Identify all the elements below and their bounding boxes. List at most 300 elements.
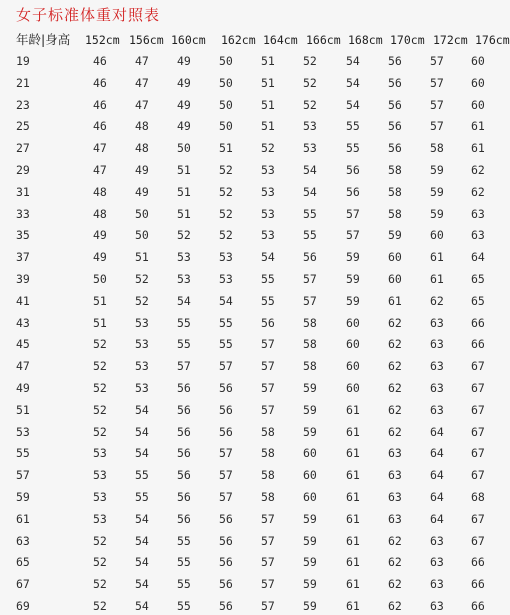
weight-cell: 55 xyxy=(303,206,317,221)
weight-cell: 56 xyxy=(261,315,275,330)
weight-cell: 59 xyxy=(303,511,317,526)
table-row xyxy=(0,52,505,70)
weight-cell: 58 xyxy=(303,359,317,374)
weight-cell: 63 xyxy=(430,381,444,395)
weight-cell: 59 xyxy=(303,599,317,613)
weight-cell: 53 xyxy=(219,272,233,286)
weight-cell: 62 xyxy=(388,599,402,613)
weight-cell: 58 xyxy=(388,184,402,199)
weight-cell: 58 xyxy=(261,468,275,483)
weight-cell: 62 xyxy=(388,359,402,374)
weight-cell: 57 xyxy=(261,555,275,570)
weight-cell: 47 xyxy=(93,141,107,156)
weight-cell: 52 xyxy=(135,293,149,308)
weight-cell: 55 xyxy=(346,141,360,156)
weight-cell: 53 xyxy=(177,272,191,286)
weight-cell: 66 xyxy=(471,577,485,592)
weight-cell: 60 xyxy=(388,250,402,265)
weight-cell: 51 xyxy=(261,75,275,90)
age-cell: 69 xyxy=(16,599,30,613)
weight-cell: 62 xyxy=(471,163,485,177)
weight-cell: 57 xyxy=(303,272,317,286)
weight-cell: 52 xyxy=(93,381,107,395)
weight-cell: 55 xyxy=(177,599,191,613)
age-cell: 51 xyxy=(16,402,30,417)
age-cell: 43 xyxy=(16,315,30,330)
weight-cell: 56 xyxy=(219,577,233,592)
weight-cell: 48 xyxy=(135,119,149,134)
weight-cell: 65 xyxy=(471,293,485,308)
weight-cell: 60 xyxy=(471,54,485,68)
weight-cell: 55 xyxy=(303,228,317,243)
weight-cell: 52 xyxy=(303,97,317,112)
weight-cell: 60 xyxy=(303,468,317,483)
weight-cell: 57 xyxy=(261,511,275,526)
weight-cell: 58 xyxy=(388,163,402,177)
weight-cell: 63 xyxy=(388,511,402,526)
weight-cell: 57 xyxy=(261,402,275,417)
weight-cell: 60 xyxy=(346,381,360,395)
weight-cell: 56 xyxy=(177,424,191,439)
table-row xyxy=(0,314,505,332)
age-cell: 19 xyxy=(16,54,30,68)
weight-cell: 63 xyxy=(388,490,402,504)
table-row xyxy=(0,226,505,244)
weight-cell: 48 xyxy=(93,206,107,221)
weight-cell: 54 xyxy=(303,184,317,199)
weight-cell: 51 xyxy=(261,119,275,134)
weight-cell: 59 xyxy=(303,381,317,395)
weight-cell: 63 xyxy=(430,533,444,548)
weight-cell: 60 xyxy=(346,359,360,374)
weight-cell: 53 xyxy=(93,468,107,483)
weight-cell: 58 xyxy=(303,337,317,352)
weight-cell: 60 xyxy=(471,97,485,112)
weight-cell: 60 xyxy=(346,315,360,330)
weight-cell: 58 xyxy=(388,206,402,221)
weight-cell: 64 xyxy=(430,424,444,439)
weight-cell: 60 xyxy=(303,490,317,504)
column-header: 172cm xyxy=(433,33,468,47)
weight-cell: 51 xyxy=(177,206,191,221)
weight-cell: 49 xyxy=(135,163,149,177)
weight-cell: 63 xyxy=(388,468,402,483)
weight-cell: 63 xyxy=(430,555,444,570)
weight-cell: 50 xyxy=(219,119,233,134)
weight-cell: 56 xyxy=(219,533,233,548)
weight-cell: 51 xyxy=(177,184,191,199)
weight-cell: 53 xyxy=(261,206,275,221)
weight-cell: 61 xyxy=(388,293,402,308)
weight-cell: 61 xyxy=(346,555,360,570)
weight-cell: 50 xyxy=(135,228,149,243)
weight-cell: 49 xyxy=(135,184,149,199)
weight-cell: 56 xyxy=(177,402,191,417)
weight-cell: 56 xyxy=(177,381,191,395)
weight-cell: 53 xyxy=(93,446,107,461)
weight-cell: 56 xyxy=(388,97,402,112)
table-row xyxy=(0,270,505,288)
age-cell: 21 xyxy=(16,75,30,90)
weight-cell: 54 xyxy=(346,75,360,90)
column-header: 152cm xyxy=(85,33,120,47)
weight-cell: 61 xyxy=(346,468,360,483)
weight-cell: 67 xyxy=(471,402,485,417)
weight-cell: 51 xyxy=(261,54,275,68)
weight-cell: 63 xyxy=(430,599,444,613)
weight-cell: 54 xyxy=(135,424,149,439)
weight-cell: 50 xyxy=(219,75,233,90)
weight-cell: 52 xyxy=(303,75,317,90)
weight-cell: 67 xyxy=(471,533,485,548)
weight-cell: 56 xyxy=(219,381,233,395)
weight-cell: 53 xyxy=(303,119,317,134)
weight-cell: 53 xyxy=(135,337,149,352)
weight-cell: 49 xyxy=(177,97,191,112)
weight-cell: 67 xyxy=(471,424,485,439)
table-row xyxy=(0,466,505,484)
weight-cell: 56 xyxy=(388,119,402,134)
weight-cell: 64 xyxy=(430,446,444,461)
weight-cell: 54 xyxy=(135,446,149,461)
table-row xyxy=(0,597,505,615)
weight-cell: 56 xyxy=(346,163,360,177)
weight-cell: 52 xyxy=(93,424,107,439)
weight-cell: 56 xyxy=(177,468,191,483)
weight-cell: 56 xyxy=(388,54,402,68)
table-row xyxy=(0,488,505,506)
weight-cell: 64 xyxy=(430,468,444,483)
weight-cell: 55 xyxy=(261,272,275,286)
weight-cell: 64 xyxy=(430,490,444,504)
weight-cell: 61 xyxy=(346,490,360,504)
column-header: 162cm xyxy=(221,33,256,47)
table-row xyxy=(0,117,505,135)
weight-cell: 54 xyxy=(135,533,149,548)
age-cell: 35 xyxy=(16,228,30,243)
weight-cell: 49 xyxy=(93,250,107,265)
weight-cell: 56 xyxy=(219,555,233,570)
weight-cell: 55 xyxy=(177,533,191,548)
column-header: 164cm xyxy=(263,33,298,47)
weight-cell: 57 xyxy=(303,293,317,308)
table-row xyxy=(0,139,505,157)
weight-cell: 53 xyxy=(135,359,149,374)
weight-cell: 49 xyxy=(177,75,191,90)
weight-cell: 59 xyxy=(346,293,360,308)
weight-cell: 67 xyxy=(471,446,485,461)
weight-cell: 54 xyxy=(135,577,149,592)
weight-cell: 54 xyxy=(135,511,149,526)
weight-cell: 54 xyxy=(177,293,191,308)
column-header: 156cm xyxy=(129,33,164,47)
weight-cell: 54 xyxy=(135,555,149,570)
weight-cell: 55 xyxy=(261,293,275,308)
weight-cell: 52 xyxy=(303,54,317,68)
weight-cell: 61 xyxy=(346,599,360,613)
weight-cell: 62 xyxy=(388,533,402,548)
age-cell: 59 xyxy=(16,490,30,504)
weight-cell: 47 xyxy=(93,163,107,177)
weight-cell: 57 xyxy=(430,119,444,134)
weight-cell: 55 xyxy=(177,315,191,330)
weight-cell: 58 xyxy=(261,424,275,439)
weight-cell: 53 xyxy=(261,163,275,177)
weight-cell: 58 xyxy=(430,141,444,156)
weight-cell: 62 xyxy=(388,577,402,592)
weight-cell: 56 xyxy=(177,490,191,504)
column-header: 176cm xyxy=(475,33,510,47)
weight-cell: 63 xyxy=(430,337,444,352)
weight-cell: 68 xyxy=(471,490,485,504)
weight-cell: 51 xyxy=(135,250,149,265)
weight-cell: 52 xyxy=(177,228,191,243)
age-cell: 57 xyxy=(16,468,30,483)
weight-cell: 51 xyxy=(93,315,107,330)
weight-cell: 50 xyxy=(177,141,191,156)
weight-cell: 63 xyxy=(471,206,485,221)
age-cell: 45 xyxy=(16,337,30,352)
weight-cell: 59 xyxy=(430,206,444,221)
weight-cell: 57 xyxy=(261,599,275,613)
weight-cell: 54 xyxy=(219,293,233,308)
weight-cell: 67 xyxy=(471,381,485,395)
weight-cell: 63 xyxy=(430,359,444,374)
weight-cell: 50 xyxy=(219,54,233,68)
column-header: 168cm xyxy=(348,33,383,47)
weight-cell: 57 xyxy=(346,206,360,221)
weight-cell: 62 xyxy=(471,184,485,199)
weight-cell: 64 xyxy=(430,511,444,526)
weight-cell: 57 xyxy=(219,446,233,461)
weight-cell: 66 xyxy=(471,555,485,570)
weight-cell: 51 xyxy=(93,293,107,308)
weight-cell: 53 xyxy=(261,228,275,243)
weight-cell: 59 xyxy=(303,533,317,548)
weight-cell: 50 xyxy=(135,206,149,221)
weight-cell: 46 xyxy=(93,75,107,90)
weight-cell: 46 xyxy=(93,54,107,68)
weight-cell: 58 xyxy=(261,490,275,504)
weight-cell: 52 xyxy=(93,337,107,352)
weight-cell: 60 xyxy=(471,75,485,90)
weight-cell: 66 xyxy=(471,315,485,330)
weight-cell: 55 xyxy=(135,490,149,504)
weight-cell: 57 xyxy=(346,228,360,243)
age-cell: 33 xyxy=(16,206,30,221)
weight-cell: 54 xyxy=(346,54,360,68)
weight-cell: 56 xyxy=(388,75,402,90)
weight-cell: 57 xyxy=(219,468,233,483)
weight-cell: 56 xyxy=(219,511,233,526)
weight-cell: 53 xyxy=(261,184,275,199)
weight-cell: 61 xyxy=(430,272,444,286)
age-cell: 25 xyxy=(16,119,30,134)
weight-cell: 63 xyxy=(471,228,485,243)
weight-cell: 54 xyxy=(346,97,360,112)
table-row xyxy=(0,379,505,397)
weight-cell: 61 xyxy=(346,424,360,439)
weight-cell: 56 xyxy=(303,250,317,265)
age-cell: 37 xyxy=(16,250,30,265)
weight-cell: 62 xyxy=(430,293,444,308)
age-cell: 67 xyxy=(16,577,30,592)
weight-cell: 62 xyxy=(388,381,402,395)
weight-cell: 66 xyxy=(471,337,485,352)
weight-cell: 52 xyxy=(93,577,107,592)
weight-cell: 57 xyxy=(261,337,275,352)
column-header: 166cm xyxy=(306,33,341,47)
weight-cell: 57 xyxy=(430,97,444,112)
weight-cell: 59 xyxy=(303,555,317,570)
weight-cell: 62 xyxy=(388,315,402,330)
age-cell: 27 xyxy=(16,141,30,156)
age-cell: 23 xyxy=(16,97,30,112)
weight-cell: 67 xyxy=(471,468,485,483)
weight-cell: 63 xyxy=(430,577,444,592)
age-cell: 31 xyxy=(16,184,30,199)
table-row xyxy=(0,401,505,419)
weight-cell: 55 xyxy=(135,468,149,483)
weight-cell: 52 xyxy=(93,533,107,548)
weight-cell: 52 xyxy=(219,228,233,243)
weight-cell: 55 xyxy=(177,555,191,570)
weight-cell: 55 xyxy=(219,337,233,352)
weight-cell: 57 xyxy=(177,359,191,374)
weight-cell: 61 xyxy=(430,250,444,265)
weight-cell: 53 xyxy=(93,511,107,526)
weight-cell: 59 xyxy=(388,228,402,243)
weight-cell: 50 xyxy=(93,272,107,286)
age-cell: 61 xyxy=(16,511,30,526)
weight-cell: 56 xyxy=(346,184,360,199)
weight-cell: 57 xyxy=(430,54,444,68)
table-row xyxy=(0,423,505,441)
weight-cell: 52 xyxy=(93,555,107,570)
weight-cell: 61 xyxy=(346,577,360,592)
table-row xyxy=(0,357,505,375)
column-header: 170cm xyxy=(390,33,425,47)
weight-cell: 56 xyxy=(177,446,191,461)
weight-cell: 59 xyxy=(303,424,317,439)
weight-cell: 67 xyxy=(471,511,485,526)
weight-cell: 61 xyxy=(471,119,485,134)
weight-cell: 52 xyxy=(93,359,107,374)
weight-cell: 57 xyxy=(261,359,275,374)
weight-cell: 67 xyxy=(471,359,485,374)
age-cell: 63 xyxy=(16,533,30,548)
weight-cell: 57 xyxy=(261,381,275,395)
weight-cell: 52 xyxy=(93,402,107,417)
weight-cell: 65 xyxy=(471,272,485,286)
page-title: 女子标准体重对照表 xyxy=(16,6,161,24)
weight-cell: 56 xyxy=(219,599,233,613)
weight-cell: 66 xyxy=(471,599,485,613)
weight-cell: 52 xyxy=(219,206,233,221)
weight-cell: 53 xyxy=(177,250,191,265)
table-row xyxy=(0,161,505,179)
table-row xyxy=(0,553,505,571)
corner-label: 年龄|身高 xyxy=(16,32,71,47)
weight-cell: 63 xyxy=(388,446,402,461)
weight-cell: 61 xyxy=(346,511,360,526)
weight-cell: 59 xyxy=(303,577,317,592)
weight-cell: 50 xyxy=(219,97,233,112)
weight-cell: 59 xyxy=(303,402,317,417)
weight-cell: 47 xyxy=(135,75,149,90)
table-row xyxy=(0,183,505,201)
weight-cell: 61 xyxy=(471,141,485,156)
column-header: 160cm xyxy=(171,33,206,47)
weight-cell: 60 xyxy=(388,272,402,286)
weight-cell: 56 xyxy=(219,424,233,439)
weight-cell: 46 xyxy=(93,97,107,112)
weight-cell: 55 xyxy=(177,337,191,352)
weight-cell: 55 xyxy=(219,315,233,330)
weight-cell: 53 xyxy=(303,141,317,156)
weight-cell: 55 xyxy=(177,577,191,592)
table-row xyxy=(0,292,505,310)
weight-cell: 62 xyxy=(388,555,402,570)
weight-cell: 54 xyxy=(135,402,149,417)
weight-cell: 60 xyxy=(430,228,444,243)
table-row xyxy=(0,575,505,593)
weight-cell: 57 xyxy=(219,490,233,504)
weight-cell: 57 xyxy=(430,75,444,90)
weight-cell: 48 xyxy=(135,141,149,156)
weight-cell: 57 xyxy=(261,533,275,548)
age-cell: 47 xyxy=(16,359,30,374)
weight-cell: 53 xyxy=(219,250,233,265)
table-row xyxy=(0,205,505,223)
weight-cell: 52 xyxy=(219,184,233,199)
weight-cell: 62 xyxy=(388,402,402,417)
weight-cell: 49 xyxy=(93,228,107,243)
weight-cell: 63 xyxy=(430,315,444,330)
table-row xyxy=(0,532,505,550)
weight-cell: 55 xyxy=(346,119,360,134)
weight-cell: 62 xyxy=(388,337,402,352)
weight-cell: 47 xyxy=(135,97,149,112)
weight-cell: 59 xyxy=(430,184,444,199)
weight-cell: 51 xyxy=(177,163,191,177)
weight-cell: 56 xyxy=(219,402,233,417)
weight-cell: 53 xyxy=(135,315,149,330)
age-cell: 53 xyxy=(16,424,30,439)
table-row xyxy=(0,96,505,114)
table-header-row xyxy=(0,31,510,49)
weight-cell: 54 xyxy=(261,250,275,265)
weight-cell: 51 xyxy=(219,141,233,156)
weight-cell: 52 xyxy=(93,599,107,613)
weight-cell: 63 xyxy=(430,402,444,417)
weight-cell: 52 xyxy=(219,163,233,177)
weight-cell: 53 xyxy=(135,381,149,395)
weight-cell: 57 xyxy=(219,359,233,374)
weight-cell: 58 xyxy=(303,315,317,330)
table-row xyxy=(0,510,505,528)
age-cell: 39 xyxy=(16,272,30,286)
table-row xyxy=(0,248,505,266)
weight-cell: 49 xyxy=(177,54,191,68)
weight-cell: 60 xyxy=(346,337,360,352)
weight-cell: 49 xyxy=(177,119,191,134)
age-cell: 41 xyxy=(16,293,30,308)
weight-cell: 61 xyxy=(346,533,360,548)
age-cell: 65 xyxy=(16,555,30,570)
weight-cell: 52 xyxy=(135,272,149,286)
weight-cell: 54 xyxy=(303,163,317,177)
